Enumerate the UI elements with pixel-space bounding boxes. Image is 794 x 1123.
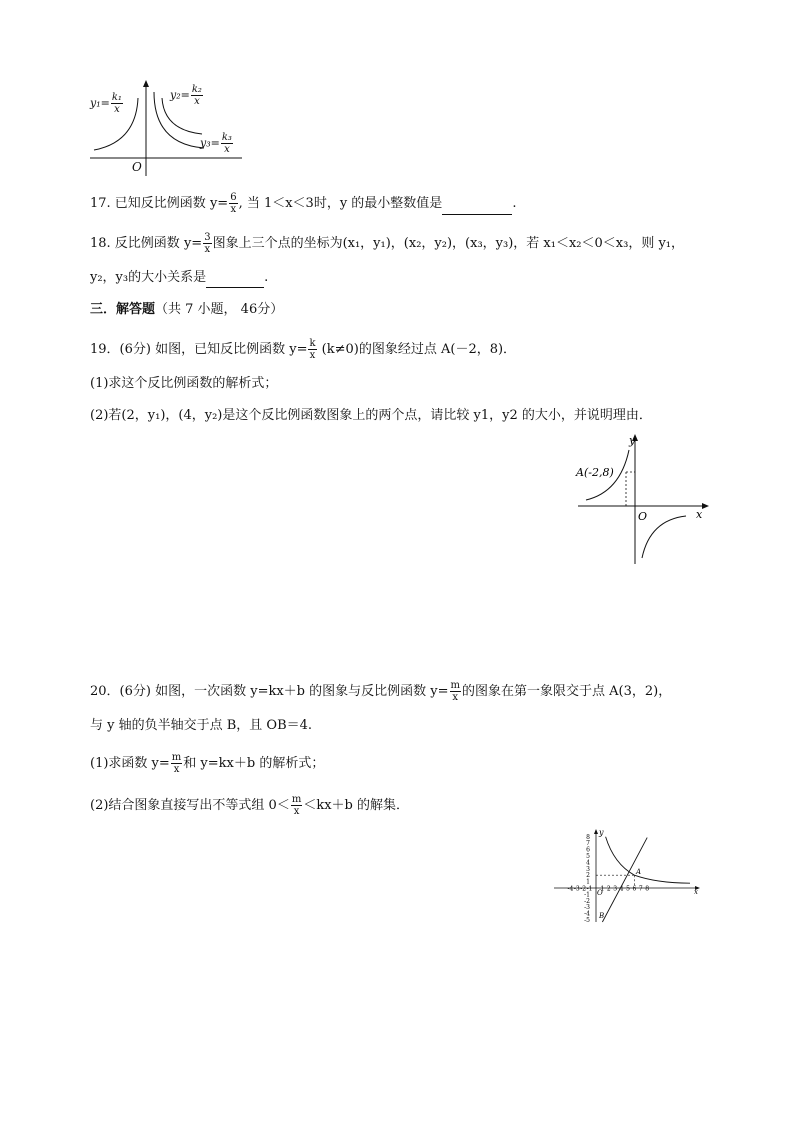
y2-fraction: $\frac{\text{k₂}}{x}$ [191,84,202,107]
section-3-heading: 三．解答题（共 7 小题， 46分） [90,302,284,317]
q19-fraction: $\frac{k}{x}$ [309,338,316,361]
q20-y-tick-label: 3 [586,865,590,873]
q20-figure [552,828,702,924]
question-20-line2: 与 y 轴的负半轴交于点 B，且 OB＝4. [90,718,313,733]
q20-y-tick-label: -4 [584,910,590,918]
q20-y-tick-label: 2 [586,872,590,880]
y1-label: y₁= [90,96,110,110]
question-17: 17. 已知反比例函数 y= $\frac{6}{x}$ , 当 1＜x＜3时，y 的最小整数值是 . [90,192,517,215]
q20-x-tick-label: 8 [645,885,650,893]
question-18: 18. 反比例函数 y= $\frac{3}{x}$ 图象上三个点的坐标为(x₁，y₁)，(x₂，y₂)，(x₃，y₃)，若 x₁＜x₂＜0＜x₃，则 y₁， [90,232,685,255]
q16-origin: O [132,160,142,174]
q20-y-tick-label: 4 [586,859,590,867]
y3-label: y₃= [200,136,220,150]
q20-x-tick-label: 2 [606,885,611,893]
question-19: 19．(6分) 如图，已知反比例函数 y= $\frac{k}{x}$ (k≠0)的图象经过点 A(－2，8)． [90,338,517,361]
q20-x-tick-label: -4 [567,885,574,893]
q20-y-tick-label: 1 [586,878,590,886]
y2-label: y₂= [170,88,190,102]
question-19-part2: (2)若(2，y₁)，(4，y₂)是这个反比例函数图象上的两个点，请比较 y1，y2 的大小，并说明理由． [90,408,652,423]
question-18-line2: y₂，y₃的大小关系是 . [90,268,268,288]
q20-y-label: y [599,828,604,837]
q20-y-tick-label: -1 [584,891,590,899]
q20-y-tick-label: 5 [586,853,590,860]
q20-y-tick-label: -2 [584,897,590,905]
q19-y-label: y [629,434,636,447]
question-20-part2: (2)结合图象直接写出不等式组 0＜ $\frac{m}{x}$ ＜kx＋b 的解集． [90,794,409,817]
q20-fraction: $\frac{m}{x}$ [450,680,460,703]
q18-answer-blank[interactable] [206,274,264,288]
q17-fraction: $\frac{6}{x}$ [230,192,237,215]
q17-answer-blank[interactable] [442,201,512,215]
q20-y-tick-label: -3 [584,904,590,912]
y1-fraction: $\frac{\text{k₁}}{x}$ [111,92,122,115]
q20-x-label: x [694,888,698,896]
q20-x-tick-label: 1 [600,885,605,893]
question-19-part1: (1)求这个反比例函数的解析式； [90,376,278,391]
q19-x-label: x [696,508,703,521]
q20-y-tick-label: 8 [586,833,590,841]
q20-x-tick-label: -3 [573,885,580,893]
q20-x-tick-label: 6 [632,885,637,893]
q20-x-tick-label: 4 [619,885,624,893]
q20-part1-fraction: $\frac{m}{x}$ [171,752,182,775]
q19-point-a: A(-2,8) [576,466,614,479]
q18-fraction: $\frac{3}{x}$ [204,232,211,255]
q20-point-b: B [599,912,605,920]
question-20-part1: (1)求函数 y= $\frac{m}{x}$ 和 y=kx＋b 的解析式； [90,752,325,775]
q20-y-tick-label: 6 [586,846,590,854]
q20-point-a: A [636,868,642,876]
q20-origin: O [597,889,603,897]
q20-y-tick-label: -5 [584,917,590,924]
q20-x-tick-label: 3 [613,885,618,893]
q19-figure [572,432,712,566]
q20-y-tick-label: 7 [586,840,590,848]
q20-x-tick-label: -1 [586,885,593,893]
q20-x-tick-label: 7 [638,885,643,893]
q20-part2-fraction: $\frac{m}{x}$ [291,794,302,817]
q20-x-tick-label: -2 [580,885,587,893]
q20-x-tick-label: 5 [626,885,630,893]
y3-fraction: $\frac{\text{k₃}}{x}$ [221,132,232,155]
question-20: 20．(6分) 如图，一次函数 y=kx＋b 的图象与反比例函数 y= $\frac{m}{x}$ 的图象在第一象限交于点 A(3，2)， [90,680,672,703]
q19-origin: O [638,510,648,523]
